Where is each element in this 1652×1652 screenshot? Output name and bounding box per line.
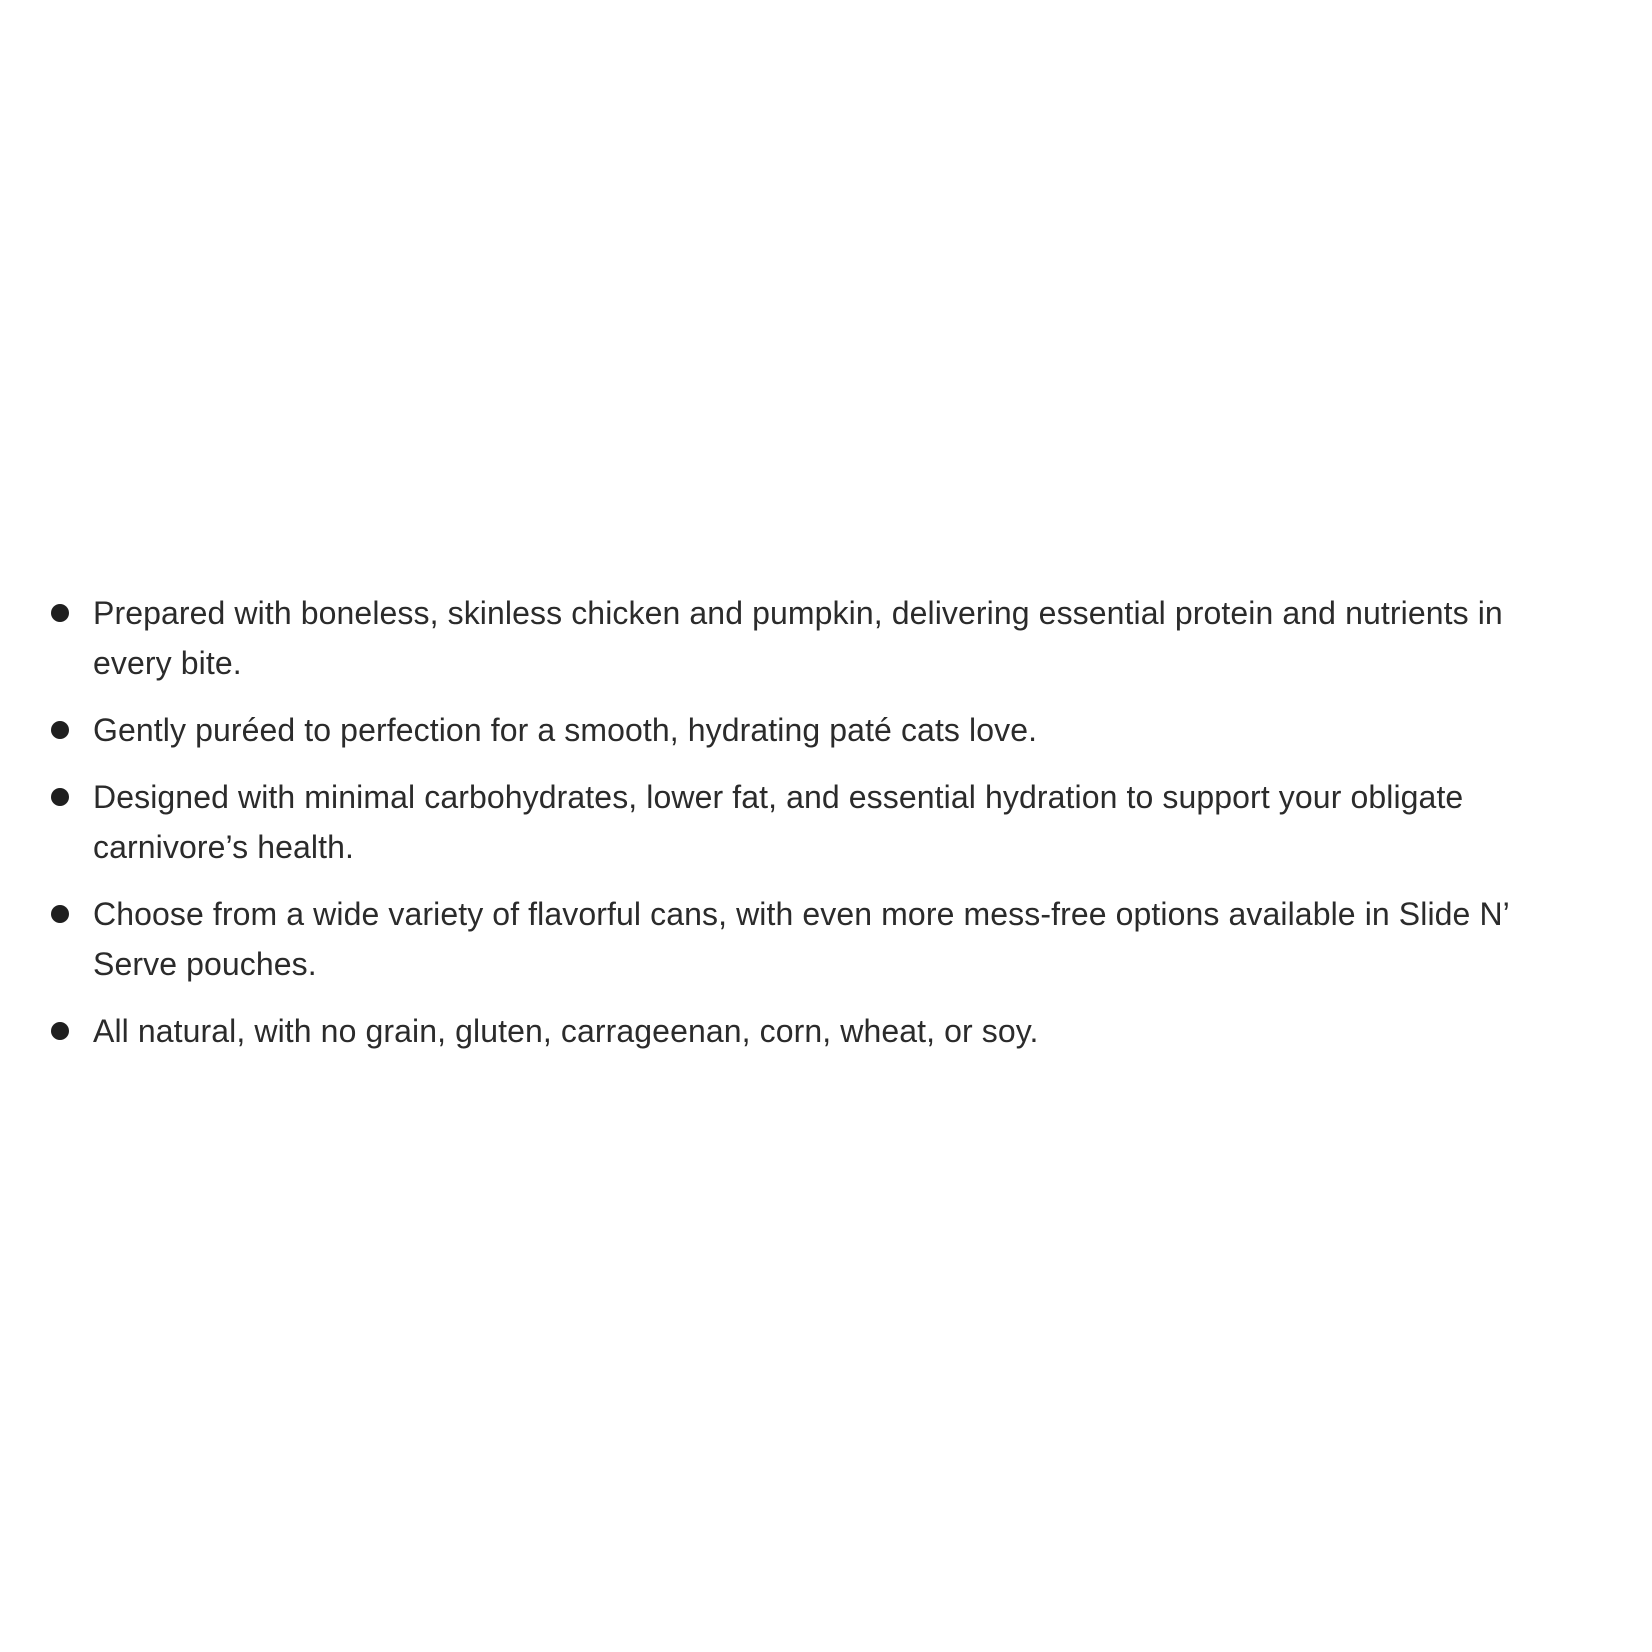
- list-item-text: Designed with minimal carbohydrates, lower fat, and essential hydration to support your obligate carnivore’s health.: [93, 779, 1464, 865]
- bullet-icon: [51, 1022, 69, 1040]
- list-item: [0, 772, 1652, 872]
- list-item: [0, 588, 1652, 688]
- list-item: [0, 1006, 1652, 1056]
- bullet-icon: [51, 721, 69, 739]
- list-item: [0, 889, 1652, 989]
- list-item-text: Prepared with boneless, skinless chicken and pumpkin, delivering essential protein and nutrients in every bite.: [93, 595, 1503, 681]
- feature-list: [0, 588, 1652, 1073]
- bullet-icon: [51, 788, 69, 806]
- list-item-text: All natural, with no grain, gluten, carrageenan, corn, wheat, or soy.: [93, 1013, 1039, 1049]
- bullet-icon: [51, 905, 69, 923]
- list-item-text: Gently puréed to perfection for a smooth, hydrating paté cats love.: [93, 712, 1038, 748]
- list-item: [0, 705, 1652, 755]
- bullet-icon: [51, 604, 69, 622]
- list-item-text: Choose from a wide variety of flavorful cans, with even more mess-free options available in Slide N’ Serve pouches.: [93, 896, 1509, 982]
